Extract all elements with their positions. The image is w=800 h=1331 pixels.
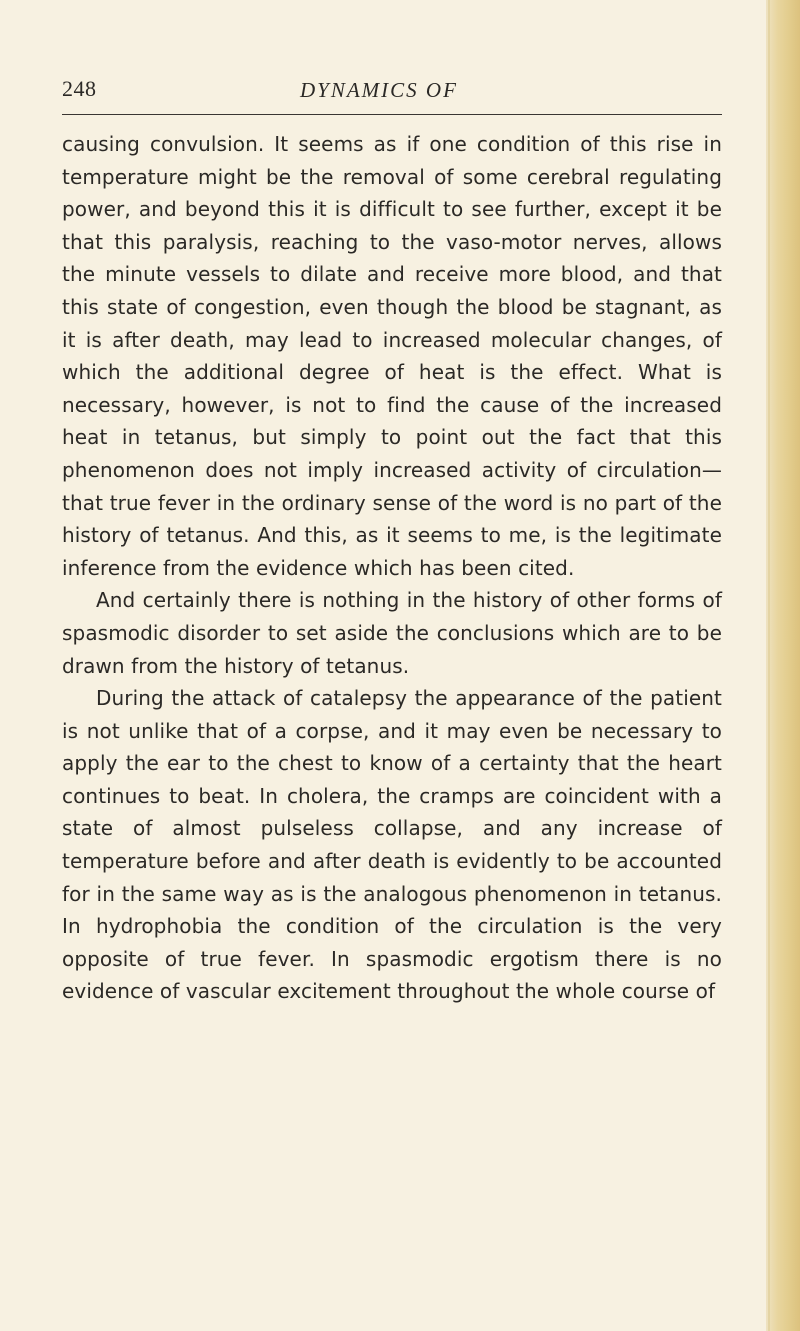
header-rule <box>62 114 722 115</box>
page-edge-line <box>768 0 770 1331</box>
paragraph: causing convulsion. It seems as if one condition of this rise in temperature might be the removal of some cerebral regulating power, and beyond this it is difficult to see further, except it be that this paralysis, reaching to the vaso-motor nerves, allows the minute vessels to dilate and receive more blood, and that this state of congestion, even though the blood be stagnant, as it is after death, may lead to increased molecular changes, of which the additional degree of heat is the effect. What is necessary, however, is not to find the cause of the increased heat in tetanus, but simply to point out the fact that this phenomenon does not imply increased activity of circulation—that true fever in the ordinary sense of the word is no part of the history of tetanus. And this, as it seems to me, is the legitimate inference from the evidence which has been cited. <box>62 132 722 580</box>
page-edge-shading <box>766 0 800 1331</box>
body-text <box>62 128 722 1008</box>
paragraph: And certainly there is nothing in the history of other forms of spasmodic disorder to set aside the conclusions which are to be drawn from the history of tetanus. <box>62 588 722 678</box>
running-head: DYNAMICS OF <box>300 78 458 102</box>
paragraph: During the attack of catalepsy the appearance of the patient is not unlike that of a corpse, and it may even be necessary to apply the ear to the chest to know of a certainty that the heart continues to beat. In cholera, the cramps are coincident with a state of almost pulseless collapse, and any increase of temperature before and after death is evidently to be accounted for in the same way as is the analogous phenomenon in tetanus. In hydrophobia the condition of the circulation is the very opposite of true fever. In spasmodic ergotism there is no evidence of vascular excitement throughout the whole course of <box>62 686 722 1004</box>
page-number: 248 <box>62 76 97 101</box>
page-header <box>62 74 722 114</box>
